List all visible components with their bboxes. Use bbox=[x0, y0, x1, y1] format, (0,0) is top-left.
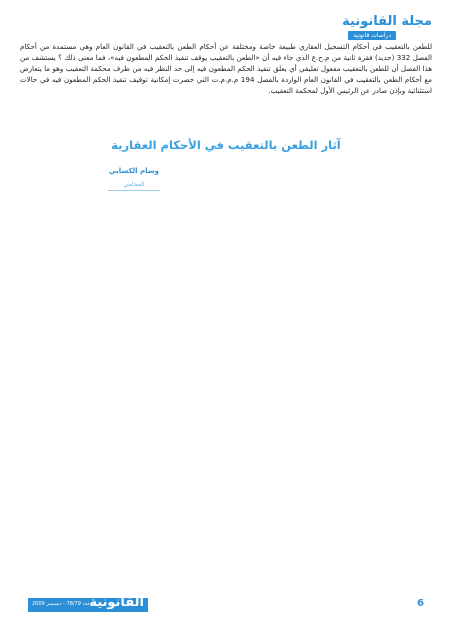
author-name: وسام الكسابي bbox=[109, 167, 159, 175]
section-tag: دراسات قانونية bbox=[348, 31, 396, 40]
author-divider bbox=[108, 190, 160, 191]
article-title: آثار الطعن بالتعقيب في الأحكام العقارية bbox=[111, 138, 341, 152]
masthead bbox=[312, 14, 432, 42]
author-block bbox=[108, 167, 160, 191]
magazine-title: مجلة القانونية bbox=[342, 14, 432, 29]
footer-logo: القانونية bbox=[89, 595, 144, 610]
author-role: المحامي bbox=[123, 181, 145, 188]
body-paragraph: للطعن بالتعقيب في أحكام التسجيل العقاري طبيعة خاصة ومختلفة عن أحكام الطعن بالتعقيب في القانون العام وهي مستمدة من أحكام الفصل 332 (جديد) فقرة ثانية من م.ح.ع الذي جاء فيه أن «الطعن بالتعقيب يوقف تنفيذ الحكم المطعون فيه»، فما معنى ذلك ؟ يستشف من هذا الفصل أن للطعن بالتعقيب مفعول تعليقي أي يعلق تنفيذ الحكم المطعون فيه إلى حد النظر فيه من طرف محكمة التعقيب وهو ما يتعارض مع أحكام الطعن بالتعقيب في القانون العام الواردة بالفصل 194 م.م.م.ت التي حصرت إمكانية توقيف تنفيذ الحكم المطعون فيه في حالات استثنائية وبإذن صادر عن الرئيس الأول لمحكمة التعقيب. bbox=[20, 42, 433, 95]
page-number: 6 bbox=[417, 598, 424, 609]
footer-bar bbox=[28, 595, 148, 612]
footer-issue-info: عدد 78/79 - ديسمبر 2009 bbox=[32, 601, 91, 607]
